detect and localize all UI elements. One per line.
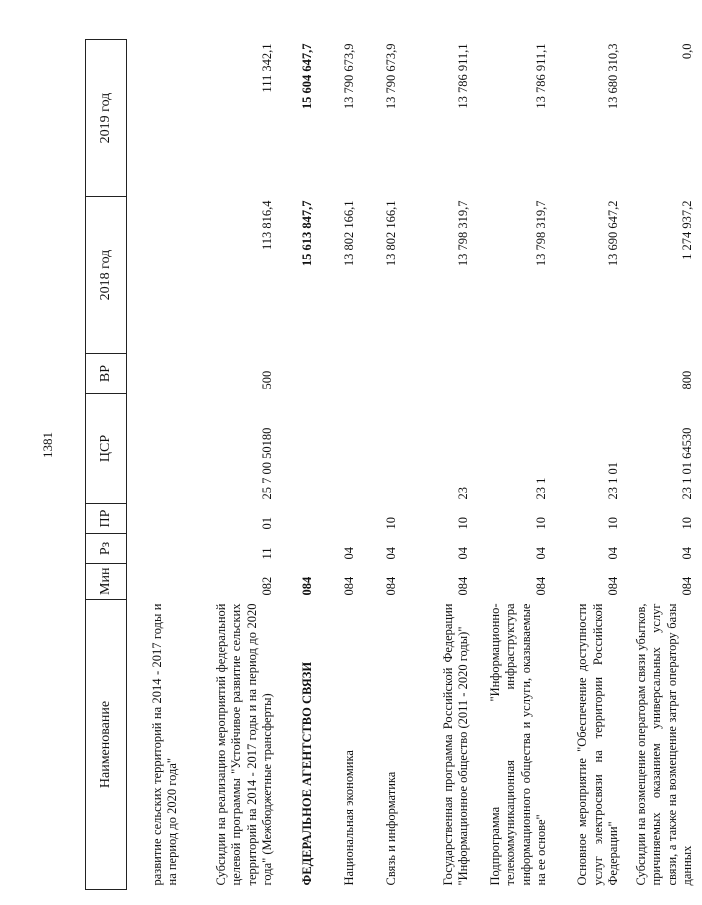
row-min: 082 [260,576,275,596]
table-row [478,40,556,890]
row-name: Национальная экономика [342,750,357,886]
row-min: 084 [342,576,357,596]
row-2018: 13 802 166,1 [342,200,357,267]
row-csr [127,394,188,504]
row-pr [282,504,322,534]
row-rz: 04 [606,547,621,560]
row-rz: 04 [534,547,549,560]
row-pr [127,504,188,534]
row-pr: 10 [606,517,621,530]
row-csr [364,394,406,504]
table-row [127,40,188,890]
table-row [187,40,282,890]
row-2018 [127,197,188,354]
row-name: развитие сельских территорий на 2014 - 2017 годы и на период до 2020 года" [149,603,180,886]
page-number: 1381 [40,432,55,458]
row-2019: 13 680 310,3 [606,43,621,110]
row-csr: 25 7 00 50180 [260,427,275,500]
row-vr [127,354,188,394]
row-2019: 13 790 673,9 [342,43,357,110]
row-rz: 11 [260,547,275,560]
row-vr [406,354,478,394]
header-2019: 2019 год [86,40,127,197]
row-csr [282,394,322,504]
row-rz [127,534,188,564]
row-vr [364,354,406,394]
row-min: 084 [534,576,549,596]
row-min: 084 [384,576,399,596]
row-min: 084 [606,576,621,596]
row-csr: 23 1 01 [606,462,621,500]
row-2018: 13 798 319,7 [534,200,549,267]
row-rz: 04 [680,547,695,560]
row-name: Субсидии на возмещение операторам связи убытков, причиняемых оказанием универсальных услуг связи, а также на возмещение затрат оператору базы данных [633,603,695,886]
row-2018: 1 274 937,2 [680,200,695,260]
rotated-page [85,40,695,890]
header-csr: ЦСР [86,394,127,504]
row-2019: 13 786 911,1 [456,43,471,109]
row-2018: 15 613 847,7 [300,200,315,267]
row-pr: 10 [456,517,471,530]
budget-table-container [85,40,695,890]
row-pr: 10 [680,517,695,530]
row-2019 [127,40,188,197]
row-vr [556,354,628,394]
row-csr: 23 1 [534,477,549,500]
row-vr: 800 [680,370,695,390]
table-row [406,40,478,890]
row-pr: 01 [260,517,275,530]
row-name: Субсидии на реализацию мероприятий федеральной целевой программы "Устойчивое развитие сельских территорий на 2014 - 2017 годы и на период до 2020 года" (Межбюджетные трансферты) [213,603,275,886]
table-header-row [86,40,127,890]
row-2018: 13 798 319,7 [456,200,471,267]
row-csr: 23 [456,487,471,500]
table-row [322,40,364,890]
table-row [364,40,406,890]
row-name: Государственная программа Российской Федерации "Информационное общество (2011 - 2020 годы)" [440,603,471,886]
row-2019: 13 786 911,1 [534,43,549,109]
header-2018: 2018 год [86,197,127,354]
header-vr: ВР [86,354,127,394]
row-2019: 111 342,1 [260,43,275,93]
row-name: ФЕДЕРАЛЬНОЕ АГЕНТСТВО СВЯЗИ [300,661,315,886]
row-rz: 04 [456,547,471,560]
table-row [556,40,628,890]
row-name: Связь и информатика [384,771,399,886]
row-min: 084 [300,576,315,596]
row-2019: 13 790 673,9 [384,43,399,110]
row-2018: 13 802 166,1 [384,200,399,267]
row-2019: 0,0 [680,43,695,60]
row-rz [282,534,322,564]
row-vr [322,354,364,394]
table-row [628,40,702,890]
row-vr: 500 [260,370,275,390]
row-2019: 15 604 647,7 [300,43,315,110]
row-min: 084 [456,576,471,596]
header-min: Мин [86,564,127,600]
row-vr [478,354,556,394]
row-2018: 13 690 647,2 [606,200,621,267]
row-rz: 04 [384,547,399,560]
header-pr: ПР [86,504,127,534]
table-row [282,40,322,890]
row-csr [322,394,364,504]
row-min [127,564,188,600]
row-name: Основное мероприятие "Обеспечение доступности услуг электросвязи на территории Российской Федерации" [575,603,621,886]
row-pr: 10 [534,517,549,530]
row-2018: 113 816,4 [260,200,275,251]
header-rz: Рз [86,534,127,564]
row-name: Подпрограмма "Информационно-телекоммуникационная инфраструктура информационного общества и услуги, оказываемые на ее основе" [487,603,549,886]
row-rz: 04 [342,547,357,560]
row-pr: 10 [384,517,399,530]
row-pr [322,504,364,534]
row-vr [282,354,322,394]
row-min: 084 [680,576,695,596]
header-name: Наименование [86,600,127,890]
budget-table [85,39,702,890]
row-csr: 23 1 01 64530 [680,427,695,500]
